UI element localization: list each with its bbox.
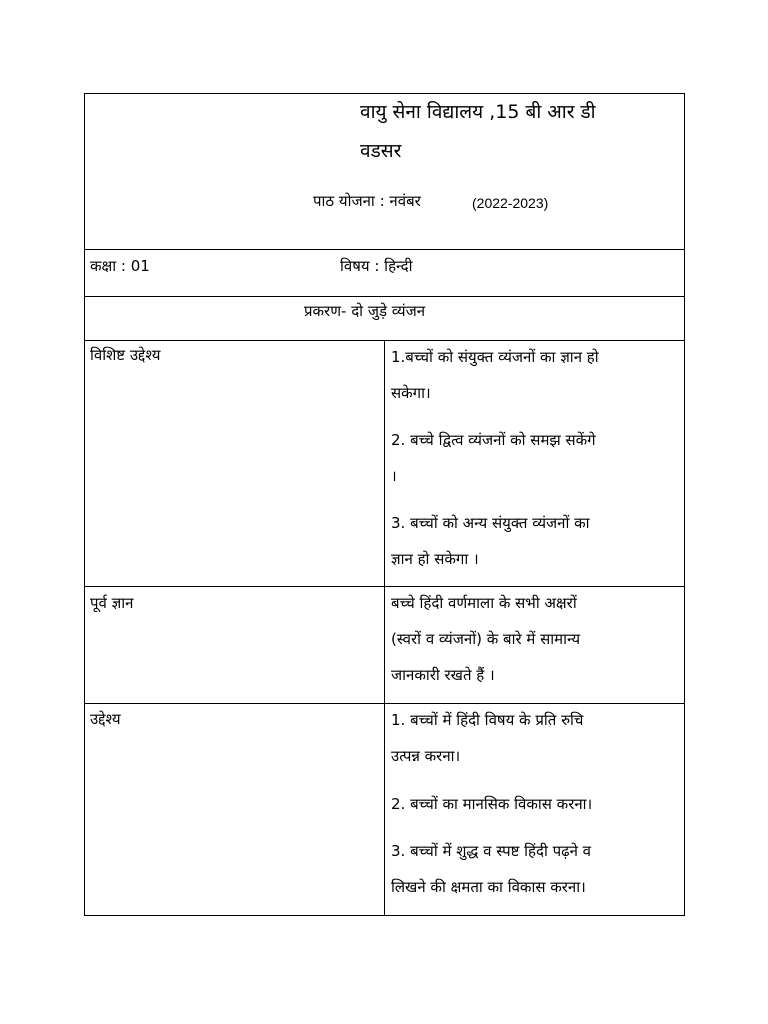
row2-line: (स्वरों व व्यंजनों) के बारे में सामान्य — [391, 630, 581, 648]
class-label: कक्षा : 01 — [90, 257, 150, 275]
row3-line: लिखने की क्षमता का विकास करना। — [391, 878, 586, 896]
row2-line: जानकारी रखते हैं । — [391, 666, 495, 684]
school-name-line2: वडसर — [360, 140, 402, 162]
row1-line-text: 2. बच्चे द्वित्व व्यंजनों को समझ सकेंगे — [391, 431, 596, 449]
topic-title: प्रकरण- दो जुड़े व्यंजन — [304, 302, 426, 320]
row1-line: सकेगा। — [391, 384, 431, 402]
subject-label: विषय : हिन्दी — [340, 257, 413, 275]
row3-line: 2. बच्चों का मानसिक विकास करना। — [391, 795, 593, 813]
row-label-prior-knowledge: पूर्व ज्ञान — [90, 594, 134, 612]
row2-line: बच्चे हिंदी वर्णमाला के सभी अक्षरों — [391, 594, 577, 612]
row1-line-text: 1.बच्चों को संयुक्त व्यंजनों का ज्ञान हो — [391, 348, 599, 366]
row1-line — [391, 350, 676, 365]
row3-line: 3. बच्चों में शुद्ध व स्पष्ट हिंदी पढ़ने व — [391, 842, 592, 860]
row3-line: 1. बच्चों में हिंदी विषय के प्रति रुचि — [391, 711, 584, 729]
row-label-specific-objectives: विशिष्ट उद्देश्य — [90, 346, 161, 364]
row1-line — [391, 433, 676, 448]
row1-line: ज्ञान हो सकेगा । — [391, 550, 479, 568]
row3-line: उत्पन्न करना। — [391, 747, 461, 765]
plan-label: पाठ योजना : नवंबर — [313, 192, 421, 210]
row1-line: 3. बच्चों को अन्य संयुक्त व्यंजनों का — [391, 514, 590, 532]
row1-line: । — [391, 467, 397, 485]
plan-year: (2022-2023) — [472, 195, 549, 211]
divider-header — [84, 249, 685, 250]
school-name-line1: वायु सेना विद्यालय ,15 बी आर डी — [360, 101, 596, 123]
row-label-objectives: उद्देश्य — [90, 710, 121, 728]
column-divider — [384, 340, 385, 916]
divider-meta — [84, 296, 685, 297]
